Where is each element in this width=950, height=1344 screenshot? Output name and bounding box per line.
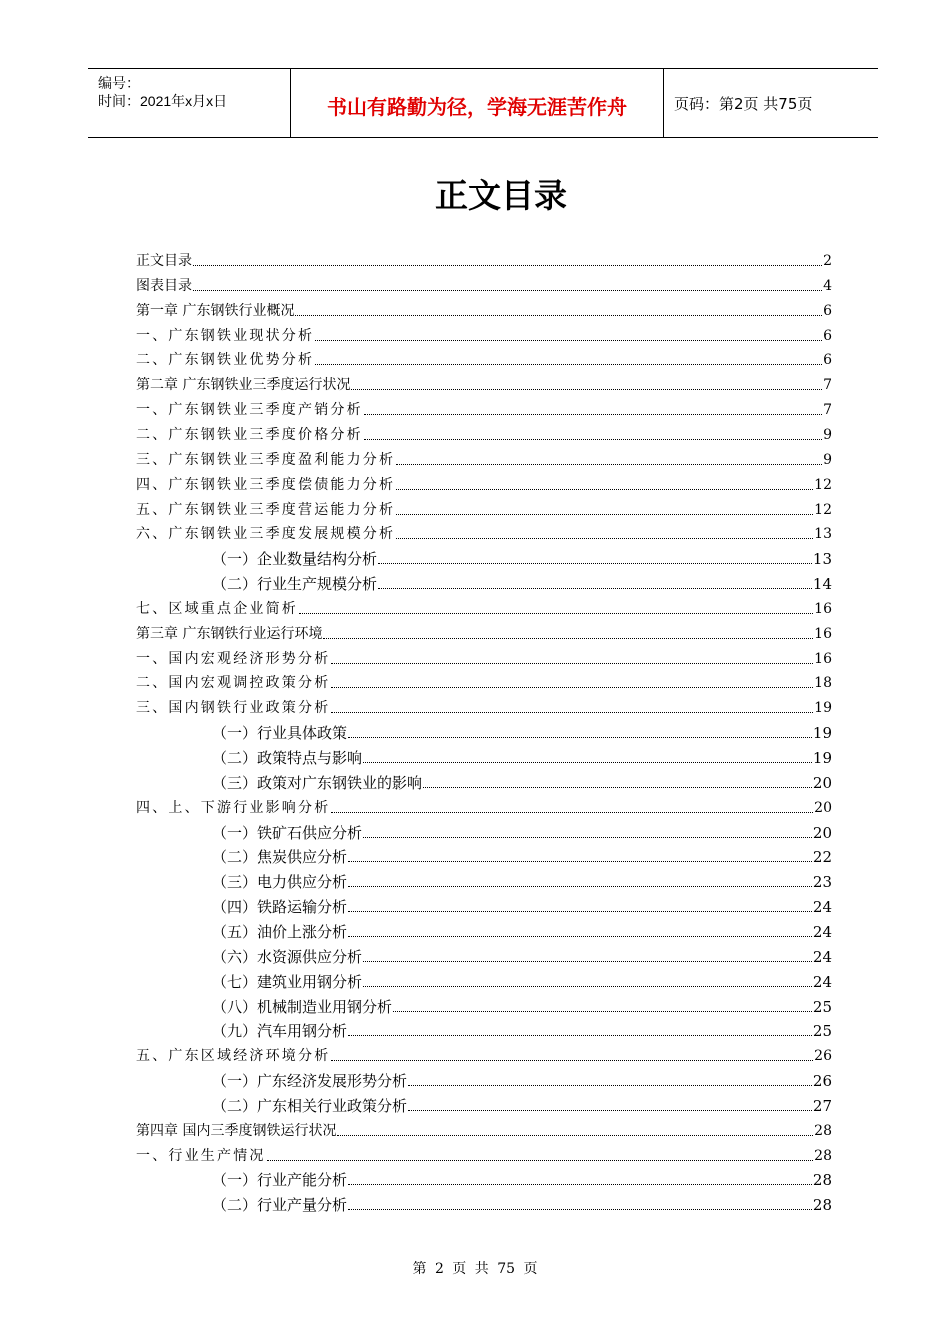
toc-entry[interactable] (136, 594, 832, 618)
toc-entry-page-number: 26 (812, 1072, 832, 1091)
toc-dot-leader (363, 761, 812, 763)
toc-entry[interactable] (212, 942, 832, 966)
toc-dot-leader (378, 587, 812, 589)
toc-entry-page-number: 4 (823, 277, 832, 294)
toc-entry[interactable] (136, 619, 832, 643)
toc-entry-label: （三）政策对广东钢铁业的影响 (212, 773, 423, 792)
toc-entry[interactable] (136, 321, 832, 345)
toc-entry-page-number: 22 (812, 848, 832, 867)
toc-entry-label: （一）企业数量结构分析 (212, 550, 378, 569)
document-time-label: 时间：2021年x月x日 (98, 93, 228, 109)
toc-entry-label: 四、广东钢铁业三季度偿债能力分析 (136, 476, 396, 493)
toc-entry[interactable] (212, 1016, 832, 1040)
header-motto-cell (290, 69, 664, 137)
toc-entry[interactable] (136, 420, 832, 444)
toc-entry-page-number: 24 (812, 898, 832, 917)
toc-entry-label: 四、上、下游行业影响分析 (136, 799, 331, 816)
toc-entry-label: 第四章 国内三季度钢铁运行状况 (136, 1122, 337, 1139)
toc-entry-label: （二）行业产量分析 (212, 1196, 348, 1215)
toc-entry-page-number: 13 (812, 550, 832, 569)
toc-dot-leader (396, 537, 813, 539)
toc-dot-leader (299, 612, 813, 614)
toc-dot-leader (193, 289, 822, 291)
toc-entry[interactable] (212, 544, 832, 568)
toc-entry-label: 三、广东钢铁业三季度盈利能力分析 (136, 451, 396, 468)
toc-entry-label: 二、广东钢铁业优势分析 (136, 352, 315, 369)
toc-dot-leader (348, 1183, 812, 1185)
toc-entry-page-number: 16 (814, 600, 832, 617)
toc-entry-label: 五、广东钢铁业三季度营运能力分析 (136, 501, 396, 518)
toc-entry-label: （六）水资源供应分析 (212, 947, 363, 966)
toc-dot-leader (364, 438, 822, 440)
toc-entry-page-number: 6 (823, 327, 832, 344)
toc-entry-page-number: 16 (814, 625, 832, 642)
toc-entry[interactable] (136, 1141, 832, 1165)
toc-entry[interactable] (136, 793, 832, 817)
toc-dot-leader (396, 513, 813, 515)
toc-entry[interactable] (136, 668, 832, 692)
toc-entry-page-number: 13 (814, 526, 832, 543)
toc-entry-page-number: 9 (823, 426, 832, 443)
toc-entry[interactable] (212, 818, 832, 842)
toc-dot-leader (267, 1159, 814, 1161)
toc-dot-leader (364, 413, 822, 415)
toc-dot-leader (315, 363, 822, 365)
header-page-cell (664, 69, 878, 137)
toc-entry-page-number: 24 (812, 972, 832, 991)
toc-dot-leader (315, 339, 822, 341)
toc-entry[interactable] (136, 519, 832, 543)
toc-entry-page-number: 20 (814, 799, 832, 816)
header-motto: 书山有路勤为径，学海无涯苦作舟 (327, 95, 627, 119)
toc-entry[interactable] (136, 445, 832, 469)
toc-entry[interactable] (212, 842, 832, 866)
toc-entry-page-number: 25 (812, 1022, 832, 1041)
toc-entry-label: （九）汽车用钢分析 (212, 1022, 348, 1041)
toc-dot-leader (348, 910, 812, 912)
toc-dot-leader (408, 1084, 812, 1086)
toc-entry-label: 六、广东钢铁业三季度发展规模分析 (136, 526, 396, 543)
toc-entry-label: （五）油价上涨分析 (212, 922, 348, 941)
toc-entry[interactable] (136, 495, 832, 519)
toc-entry[interactable] (212, 768, 832, 792)
toc-entry[interactable] (136, 370, 832, 394)
toc-dot-leader (408, 1109, 812, 1111)
toc-entry-label: 正文目录 (136, 253, 192, 269)
toc-entry-label: （八）机械制造业用钢分析 (212, 997, 393, 1016)
toc-entry[interactable] (212, 1165, 832, 1189)
toc-entry-label: 五、广东区域经济环境分析 (136, 1048, 331, 1065)
toc-entry-page-number: 24 (812, 922, 832, 941)
toc-entry-label: （二）广东相关行业政策分析 (212, 1096, 408, 1115)
toc-entry[interactable] (212, 867, 832, 891)
toc-entry[interactable] (212, 917, 832, 941)
toc-entry-label: （二）政策特点与影响 (212, 749, 363, 767)
document-code-label: 编号： (98, 75, 140, 91)
toc-entry[interactable] (136, 693, 832, 717)
toc-entry-page-number: 20 (812, 823, 832, 842)
toc-entry[interactable] (212, 992, 832, 1016)
toc-entry-label: 二、国内宏观调控政策分析 (136, 675, 331, 692)
toc-entry-page-number: 9 (823, 451, 832, 468)
toc-dot-leader (348, 935, 812, 937)
page-header (88, 68, 878, 138)
toc-entry[interactable] (212, 718, 832, 742)
toc-entry-page-number: 19 (812, 749, 832, 767)
toc-entry-label: 一、广东钢铁业现状分析 (136, 327, 315, 344)
toc-dot-leader (193, 264, 822, 266)
toc-dot-leader (331, 662, 813, 664)
toc-entry[interactable] (136, 1116, 832, 1140)
toc-entry-page-number: 28 (814, 1147, 832, 1164)
toc-entry-page-number: 19 (814, 700, 832, 717)
toc-dot-leader (396, 463, 822, 465)
header-page-info: 页码：第2页 共75页 (674, 95, 813, 113)
toc-entry[interactable] (136, 395, 832, 419)
toc-entry-label: （一）行业产能分析 (212, 1171, 348, 1190)
toc-entry-label: 一、国内宏观经济形势分析 (136, 650, 331, 667)
toc-entry-label: 第三章 广东钢铁行业运行环境 (136, 625, 323, 642)
toc-entry[interactable] (212, 743, 832, 767)
toc-entry-label: 三、国内钢铁行业政策分析 (136, 700, 331, 717)
toc-dot-leader (348, 1208, 812, 1210)
toc-dot-leader (331, 1059, 813, 1061)
toc-dot-leader (363, 960, 812, 962)
toc-entry-page-number: 12 (814, 501, 832, 518)
toc-entry-page-number: 26 (814, 1048, 832, 1065)
toc-entry[interactable] (212, 967, 832, 991)
toc-entry-page-number: 28 (814, 1122, 832, 1139)
toc-entry-label: 第一章 广东钢铁行业概况 (136, 302, 295, 319)
toc-entry-page-number: 7 (823, 402, 832, 419)
toc-entry-page-number: 23 (812, 873, 832, 892)
toc-entry-label: 一、行业生产情况 (136, 1147, 266, 1164)
toc-entry-label: 二、广东钢铁业三季度价格分析 (136, 426, 363, 443)
toc-entry-label: （三）电力供应分析 (212, 873, 348, 892)
toc-entry-page-number: 28 (812, 1196, 832, 1215)
toc-entry-page-number: 27 (812, 1096, 832, 1115)
toc-dot-leader (331, 711, 813, 713)
toc-entry-label: 图表目录 (136, 277, 192, 294)
toc-entry[interactable] (136, 644, 832, 668)
toc-dot-leader (323, 637, 813, 639)
toc-entry-page-number: 6 (823, 302, 832, 319)
toc-dot-leader (348, 860, 812, 862)
toc-entry-page-number: 2 (823, 253, 832, 269)
toc-dot-leader (348, 736, 812, 738)
toc-dot-leader (348, 885, 812, 887)
toc-entry-page-number: 7 (823, 377, 832, 394)
toc-entry-page-number: 6 (823, 352, 832, 369)
toc-entry[interactable] (212, 1091, 832, 1115)
toc-entry[interactable] (136, 345, 832, 369)
toc-entry-page-number: 20 (812, 773, 832, 792)
toc-dot-leader (337, 1134, 813, 1136)
toc-dot-leader (423, 786, 812, 788)
toc-entry-label: （七）建筑业用钢分析 (212, 972, 363, 991)
toc-entry-page-number: 14 (812, 575, 832, 594)
toc-entry-page-number: 24 (812, 947, 832, 966)
toc-entry-label: 第二章 广东钢铁业三季度运行状况 (136, 377, 351, 394)
toc-entry-page-number: 28 (812, 1171, 832, 1190)
toc-entry-page-number: 25 (812, 997, 832, 1016)
toc-entry-page-number: 19 (812, 724, 832, 743)
toc-entry-label: （二）焦炭供应分析 (212, 848, 348, 867)
toc-entry[interactable] (136, 470, 832, 494)
toc-entry[interactable] (212, 1190, 832, 1214)
toc-dot-leader (363, 985, 812, 987)
toc-entry-label: （一）行业具体政策 (212, 724, 348, 743)
toc-entry[interactable] (212, 569, 832, 593)
toc-entry[interactable] (136, 1041, 832, 1065)
toc-entry-label: 一、广东钢铁业三季度产销分析 (136, 402, 363, 419)
toc-entry-page-number: 16 (814, 650, 832, 667)
toc-dot-leader (351, 388, 822, 390)
toc-dot-leader (331, 686, 813, 688)
toc-dot-leader (348, 1034, 812, 1036)
toc-entry-page-number: 18 (814, 675, 832, 692)
page-footer: 第 2 页 共 75 页 (412, 1261, 538, 1277)
toc-entry-page-number: 12 (814, 476, 832, 493)
toc-dot-leader (331, 811, 813, 813)
toc-dot-leader (295, 314, 822, 316)
toc-dot-leader (396, 488, 813, 490)
toc-entry-label: （一）铁矿石供应分析 (212, 823, 363, 842)
toc-entry[interactable] (136, 246, 832, 270)
toc-entry[interactable] (136, 271, 832, 295)
toc-dot-leader (393, 1010, 812, 1012)
toc-entry-label: （二）行业生产规模分析 (212, 575, 378, 594)
toc-entry[interactable] (136, 296, 832, 320)
toc-dot-leader (363, 836, 812, 838)
toc-entry[interactable] (212, 1066, 832, 1090)
toc-dot-leader (378, 562, 812, 564)
toc-entry-label: （四）铁路运输分析 (212, 898, 348, 917)
toc-entry-label: 七、区域重点企业简析 (136, 600, 298, 617)
toc-entry[interactable] (212, 892, 832, 916)
page-title: 正文目录 (435, 176, 567, 215)
toc-entry-label: （一）广东经济发展形势分析 (212, 1072, 408, 1091)
header-info-cell (88, 69, 290, 137)
